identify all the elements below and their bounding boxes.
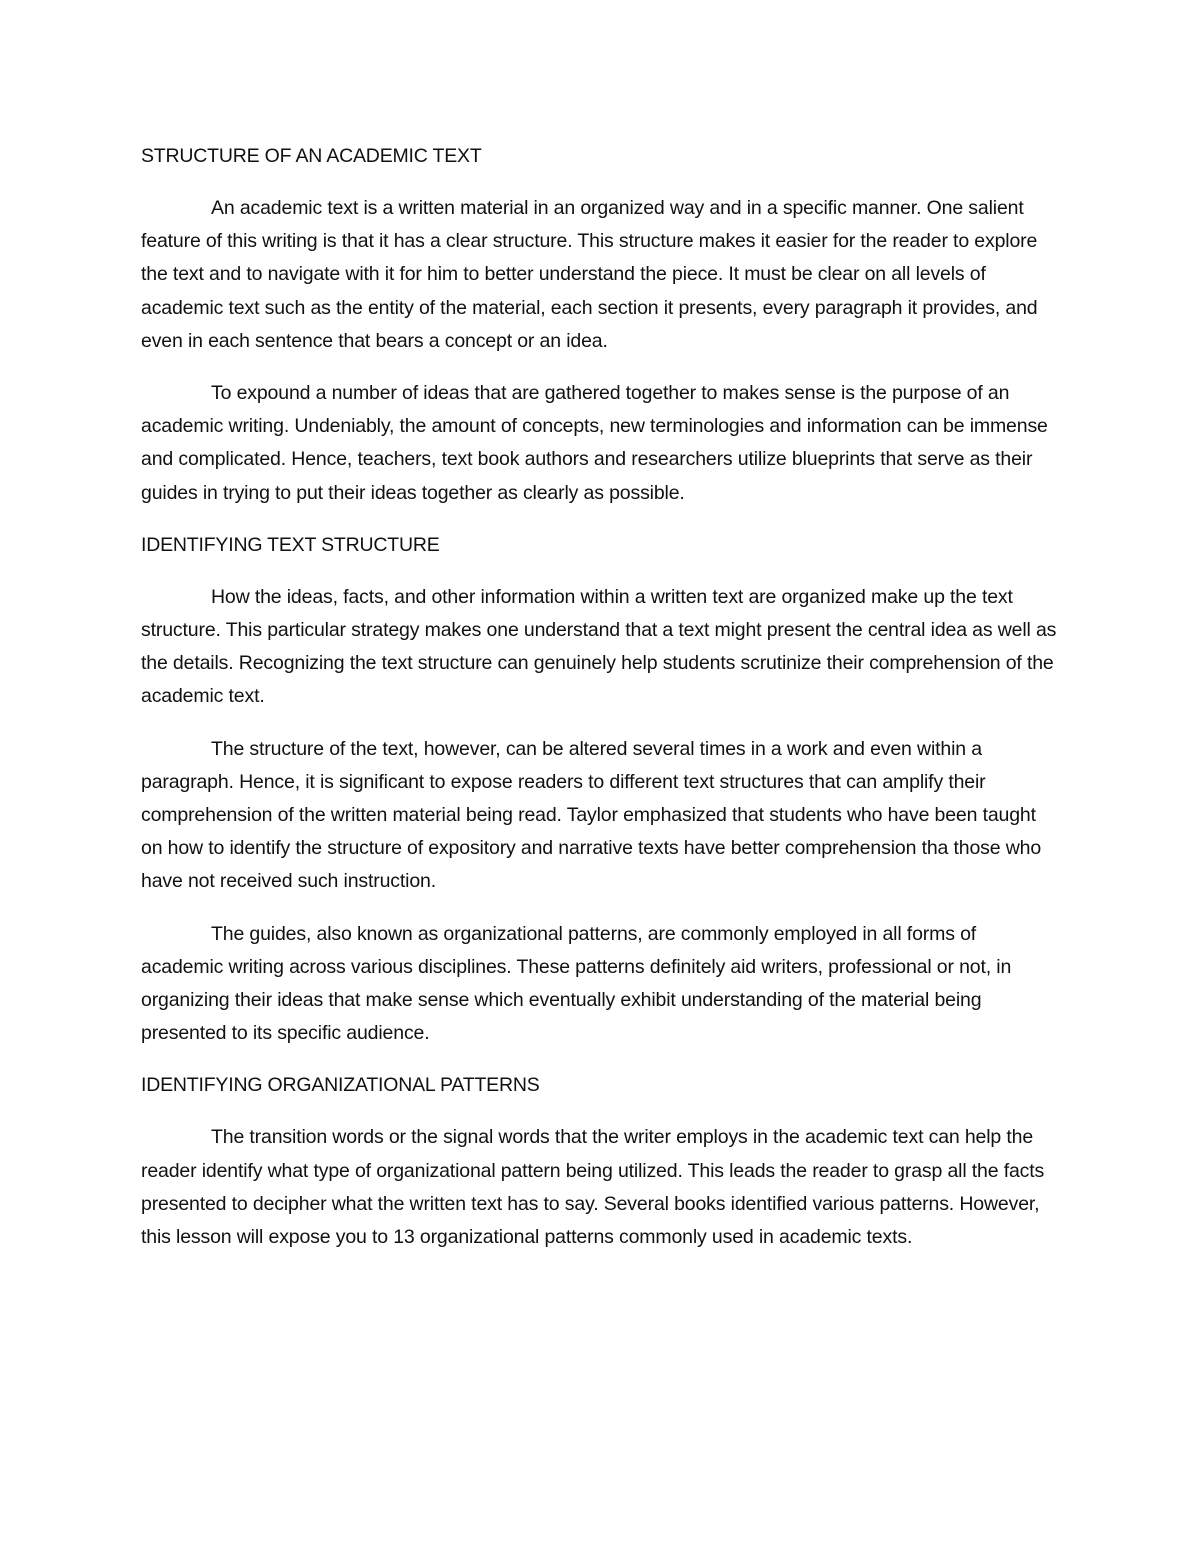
paragraph: An academic text is a written material in an organized way and in a specific manner. One salient feature of this writing is that it has a clear structure. This structure makes it easier for the reader to explore the text and to navigate with it for him to better understand the piece. It must be clear on all levels of academic text such as the entity of the material, each section it presents, every paragraph it provides, and even in each sentence that bears a concept or an idea. <box>141 197 1038 352</box>
section-heading-identifying-text-structure: IDENTIFYING TEXT STRUCTURE <box>141 533 440 556</box>
paragraph: The structure of the text, however, can be altered several times in a work and even within a paragraph. Hence, it is significant to expose readers to different text structures that can amplify their comprehension of the written material being read. Taylor emphasized that students who have been taught on how to identify the structure of expository and narrative texts have better comprehension tha those who have not received such instruction. <box>141 737 1042 893</box>
document-body <box>141 140 1061 1273</box>
paragraph: To expound a number of ideas that are gathered together to makes sense is the purpose of an academic writing. Undeniably, the amount of concepts, new terminologies and information can be immense and complicated. Hence, teachers, text book authors and researchers utilize blueprints that serve as their guides in trying to put their ideas together as clearly as possible. <box>141 382 1048 504</box>
paragraph: The transition words or the signal words that the writer employs in the academic text can help the reader identify what type of organizational pattern being utilized. This leads the reader to grasp all the facts presented to decipher what the written text has to say. Several books identified various patterns. However, this lesson will expose you to 13 organizational patterns commonly used in academic texts. <box>141 1126 1045 1249</box>
paragraph: How the ideas, facts, and other information within a written text are organized make up the text structure. This particular strategy makes one understand that a text might present the central idea as well as the details. Recognizing the text structure can genuinely help students scrutinize their comprehension of the academic text. <box>141 585 1057 708</box>
section-heading-structure: STRUCTURE OF AN ACADEMIC TEXT <box>141 145 482 167</box>
paragraph: The guides, also known as organizational patterns, are commonly employed in all forms of academic writing across various disciplines. These patterns definitely aid writers, professional or not, in organizing their ideas that make sense which eventually exhibit understanding of the material being presented to its specific audience. <box>141 922 1012 1045</box>
section-heading-organizational-patterns: IDENTIFYING ORGANIZATIONAL PATTERNS <box>141 1074 540 1097</box>
